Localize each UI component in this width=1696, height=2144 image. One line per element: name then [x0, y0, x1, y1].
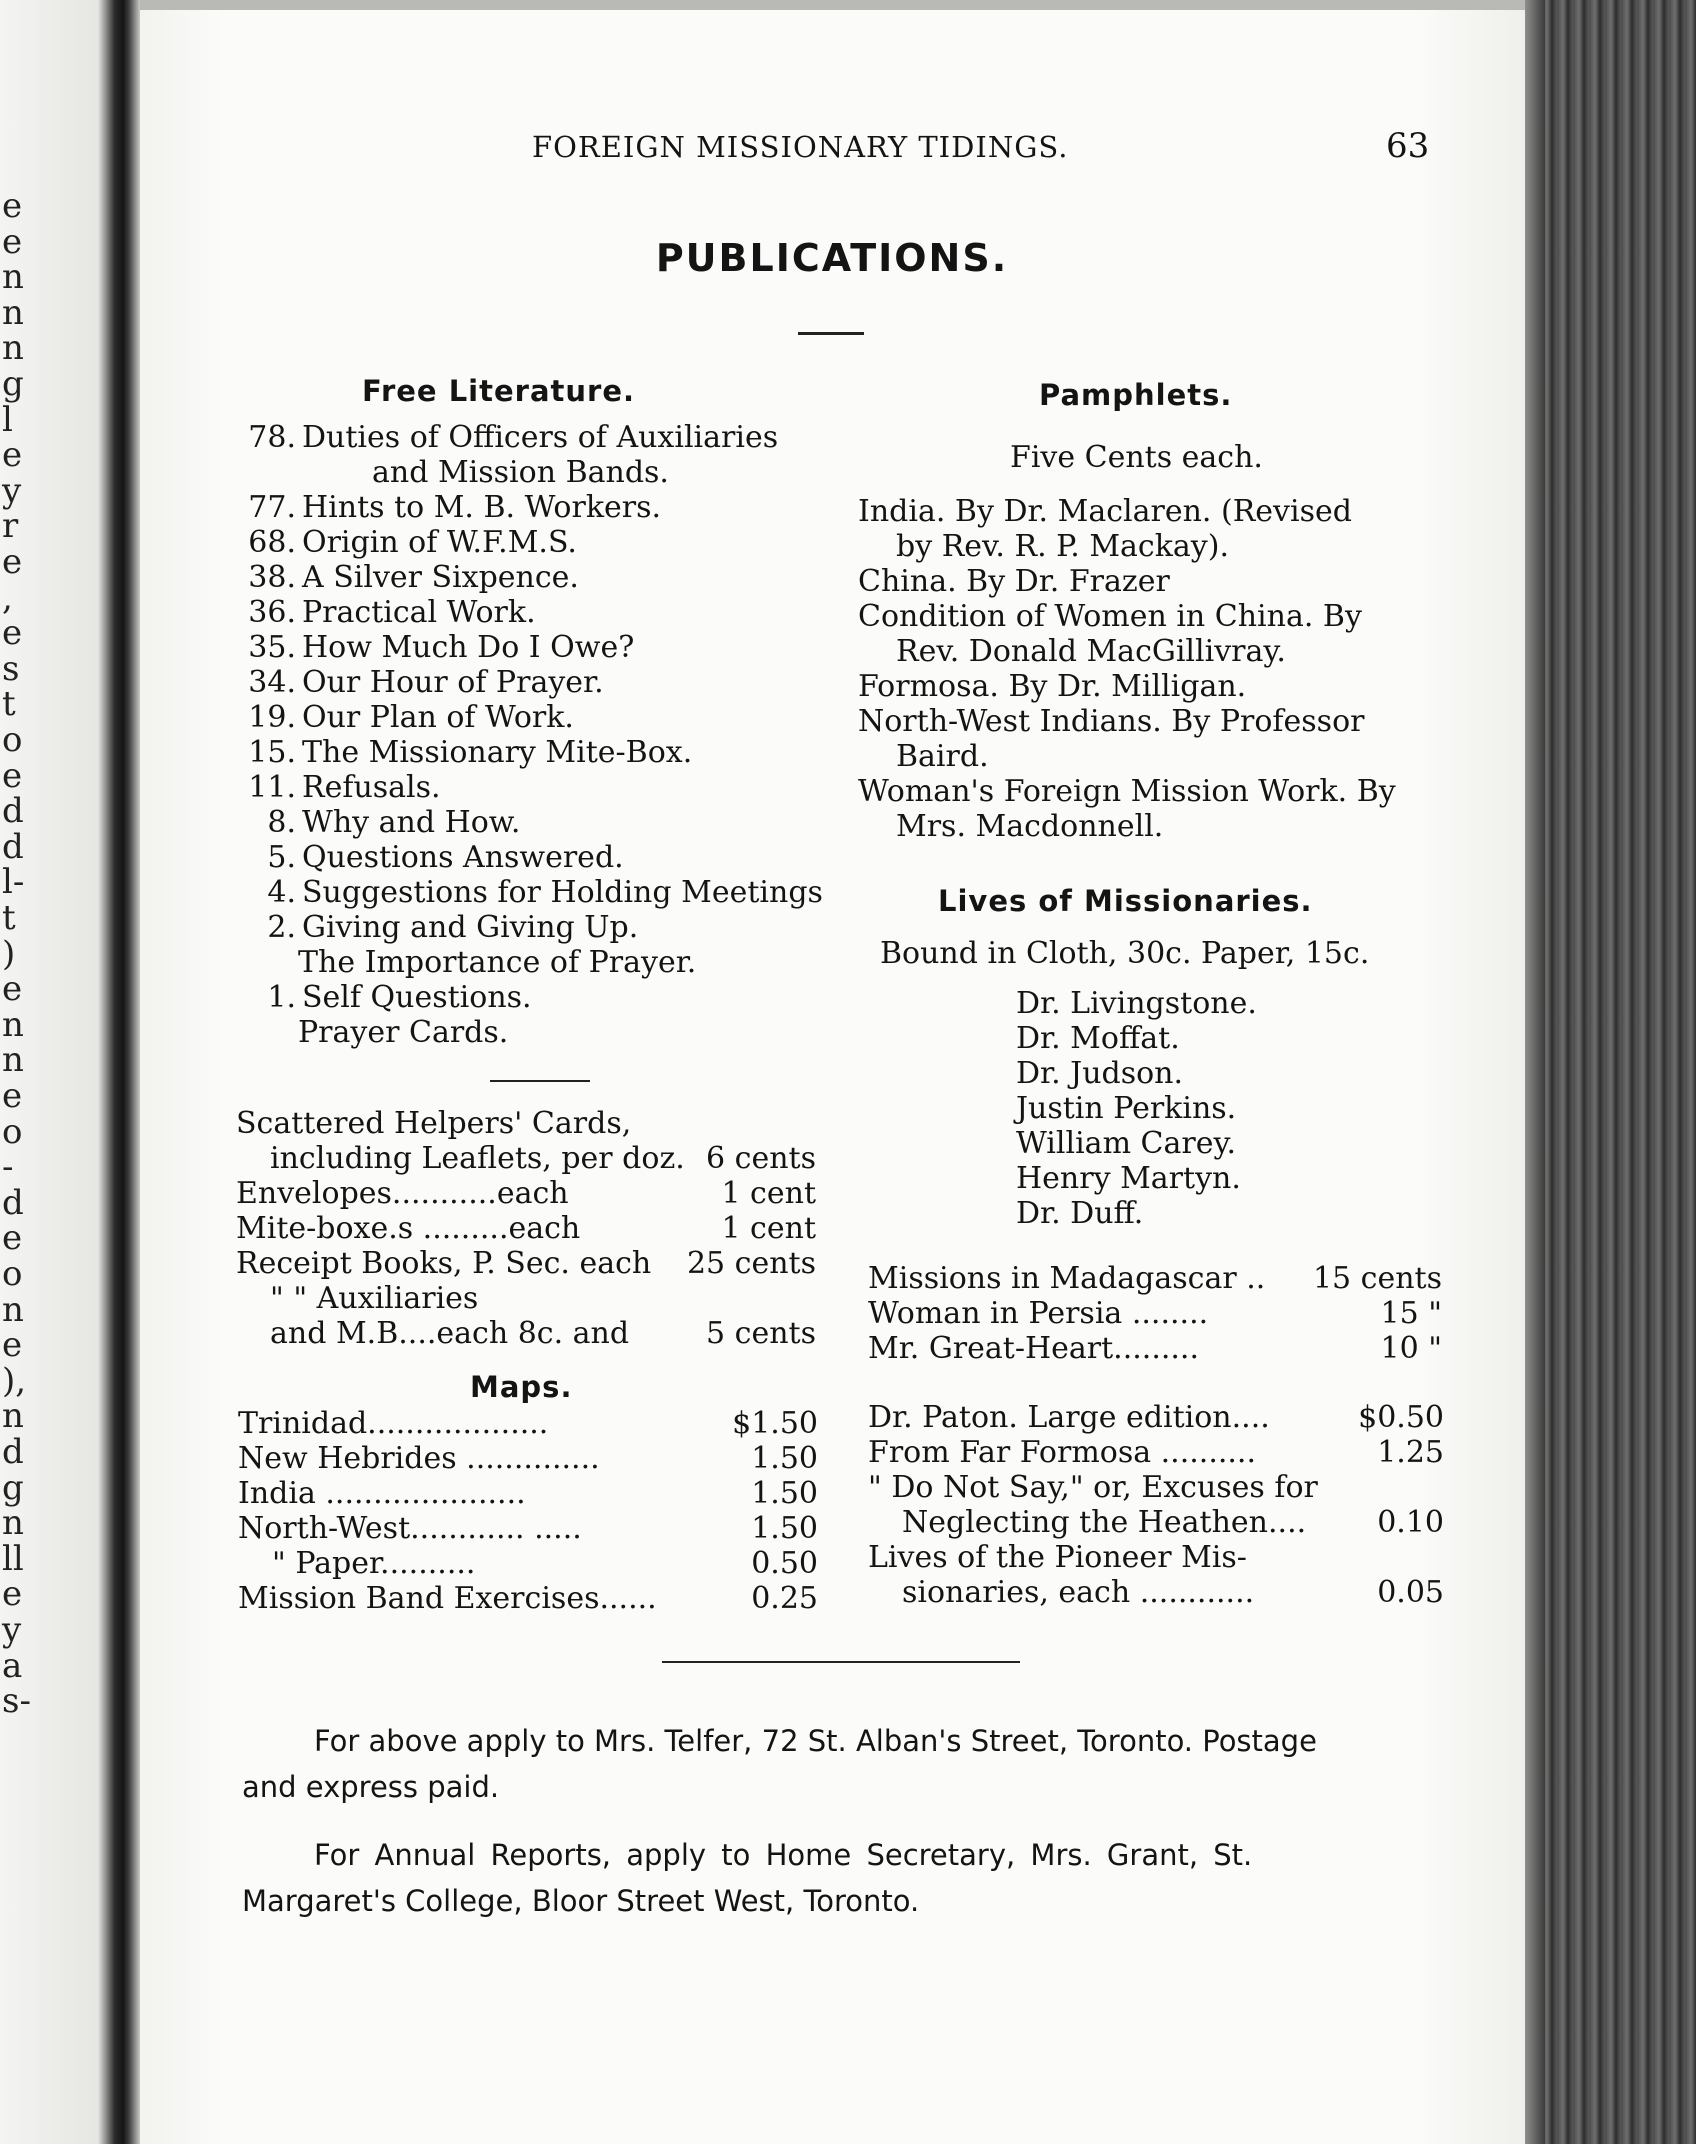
free-literature-item: [230, 945, 823, 980]
left-bleed-letter: d: [2, 1432, 24, 1472]
free-literature-item: [230, 910, 823, 945]
item-number: 36.: [248, 595, 296, 630]
cards-price-list: [236, 1106, 816, 1351]
price-label: Dr. Paton. Large edition....: [868, 1400, 1270, 1435]
left-bleed-letter: ,: [2, 577, 13, 618]
price-amount: 10 ": [1380, 1331, 1442, 1366]
page-title: PUBLICATIONS.: [655, 236, 1009, 280]
left-bleed-letter: ): [2, 933, 16, 974]
maps-row: [238, 1476, 818, 1511]
maps-row: [238, 1546, 818, 1581]
item-title: and Mission Bands.: [372, 455, 669, 490]
price-amount: 5 cents: [706, 1316, 816, 1351]
item-title: Duties of Officers of Auxiliaries: [302, 420, 779, 455]
right-book-edge: [1525, 0, 1696, 2144]
maps-row: [238, 1441, 818, 1476]
footer-rule: [662, 1661, 1020, 1663]
missions-row: [868, 1331, 1442, 1366]
left-bleed-letter: y: [2, 1610, 22, 1650]
item-number: 77.: [248, 490, 296, 525]
pamphlet-line: by Rev. R. P. Mackay).: [896, 529, 1229, 564]
pamphlet-line: India. By Dr. Maclaren. (Revised: [858, 494, 1352, 529]
price-amount: 1.25: [1377, 1435, 1444, 1470]
item-title: Questions Answered.: [302, 840, 624, 875]
pamphlet-line: China. By Dr. Frazer: [858, 564, 1170, 599]
price-label: New Hebrides ..............: [238, 1441, 600, 1476]
price-label: India .....................: [238, 1476, 526, 1511]
price-label: " " Auxiliaries: [270, 1281, 479, 1316]
item-title: How Much Do I Owe?: [302, 630, 635, 665]
item-number: 68.: [248, 525, 296, 560]
price-amount: $1.50: [732, 1406, 818, 1441]
pamphlets-heading: Pamphlets.: [1039, 378, 1233, 412]
cards-row: [236, 1176, 816, 1211]
item-title: Our Hour of Prayer.: [302, 665, 604, 700]
free-literature-item: [230, 665, 823, 700]
left-bleed-letter: e: [2, 755, 23, 796]
item-number: 8.: [267, 805, 296, 840]
left-bleed-letter: t: [2, 898, 16, 938]
price-label: Mr. Great-Heart.........: [868, 1331, 1199, 1366]
left-bleed-letter: n: [2, 1004, 24, 1045]
missionary-name: Dr. Livingstone.: [1016, 986, 1257, 1021]
free-literature-item: [230, 770, 823, 805]
item-number: 11.: [248, 770, 296, 805]
cards-row: [236, 1246, 816, 1281]
left-bleed-letter: e: [2, 1325, 23, 1366]
item-title: Suggestions for Holding Meetings: [302, 875, 823, 910]
item-number: 5.: [267, 840, 296, 875]
left-bleed-letter: l-: [2, 862, 25, 903]
left-bleed-letter: e: [2, 435, 23, 476]
pamphlet-line: Woman's Foreign Mission Work. By: [858, 774, 1396, 809]
price-label: North-West............ .....: [238, 1511, 582, 1546]
left-bleed-letter: e: [2, 613, 23, 654]
left-bleed-letter: g: [2, 364, 24, 404]
left-bleed-letter: n: [2, 1289, 24, 1330]
item-number: 2.: [267, 910, 296, 945]
left-bleed-letter: a: [2, 1645, 23, 1686]
free-literature-item: [230, 630, 823, 665]
item-number: 35.: [248, 630, 296, 665]
price-amount: $0.50: [1358, 1400, 1444, 1435]
cards-row: [236, 1106, 816, 1141]
maps-heading: Maps.: [470, 1370, 573, 1404]
item-number: 15.: [248, 735, 296, 770]
missions-row: [868, 1261, 1442, 1296]
item-number: 4.: [267, 875, 296, 910]
price-amount: 1 cent: [721, 1211, 816, 1246]
cards-row: [236, 1211, 816, 1246]
missionary-name: William Carey.: [1016, 1126, 1236, 1161]
item-number: 19.: [248, 700, 296, 735]
price-label: including Leaflets, per doz.: [270, 1141, 685, 1176]
left-bleed-letter: d: [2, 1182, 24, 1223]
left-bleed-letter: d: [2, 826, 24, 867]
price-label: Missions in Madagascar ..: [868, 1261, 1266, 1296]
maps-row: [238, 1581, 818, 1616]
books-row: [868, 1575, 1444, 1610]
left-bleed-letter: e: [2, 1076, 23, 1116]
missionary-name: Henry Martyn.: [1016, 1161, 1241, 1196]
missionary-name: Justin Perkins.: [1016, 1091, 1237, 1126]
item-number: 78.: [248, 420, 296, 455]
left-bleed-letter: r: [2, 506, 19, 547]
free-literature-item: [230, 490, 823, 525]
left-bleed-letter: s-: [2, 1681, 31, 1722]
price-amount: 0.05: [1377, 1575, 1444, 1610]
missionary-name: Dr. Judson.: [1016, 1056, 1184, 1091]
left-bleed-letter: o: [2, 1254, 23, 1294]
free-literature-item: [230, 560, 823, 595]
running-header: FOREIGN MISSIONARY TIDINGS.: [532, 130, 1069, 164]
books-row: [868, 1505, 1444, 1540]
price-amount: 1 cent: [721, 1176, 816, 1211]
left-bleed-letter: ll: [2, 1538, 24, 1579]
left-bleed-letter: n: [2, 1040, 24, 1081]
left-bleed-letter: n: [2, 292, 24, 333]
left-bleed-letter: t: [2, 684, 16, 725]
top-page-edge: [140, 0, 1525, 10]
maps-row: [238, 1406, 818, 1441]
missions-price-list: [868, 1261, 1442, 1366]
free-literature-heading: Free Literature.: [362, 374, 636, 408]
item-title: Origin of W.F.M.S.: [302, 525, 577, 560]
left-bleed-letter: s: [2, 648, 20, 689]
pamphlet-line: Baird.: [896, 739, 989, 774]
left-bleed-letter: e: [2, 186, 23, 226]
price-label: and M.B....each 8c. and: [270, 1316, 630, 1351]
maps-row: [238, 1511, 818, 1546]
left-bleed-letter: n: [2, 1503, 24, 1544]
price-amount: 0.25: [751, 1581, 818, 1616]
price-label: Envelopes...........each: [236, 1176, 569, 1211]
item-title: The Missionary Mite-Box.: [302, 735, 693, 770]
free-literature-item: [230, 455, 823, 490]
footer-line-2a: For Annual Reports, apply to Home Secretary, Mrs. Grant, St.: [314, 1838, 1253, 1872]
books-row: [868, 1470, 1444, 1505]
free-literature-item: [230, 875, 823, 910]
item-title: Self Questions.: [302, 980, 532, 1015]
price-label: sionaries, each ............: [902, 1575, 1255, 1610]
price-amount: 1.50: [751, 1511, 818, 1546]
item-title: Giving and Giving Up.: [302, 910, 639, 945]
free-literature-item: [230, 980, 823, 1015]
item-title: A Silver Sixpence.: [302, 560, 579, 595]
item-number: 34.: [248, 665, 296, 700]
free-literature-list: [230, 420, 823, 1050]
item-title: Refusals.: [302, 770, 441, 805]
item-number: 38.: [248, 560, 296, 595]
books-row: [868, 1540, 1444, 1575]
price-label: " Do Not Say," or, Excuses for: [868, 1470, 1318, 1505]
books-row: [868, 1400, 1444, 1435]
cards-row: [236, 1281, 816, 1316]
free-literature-item: [230, 525, 823, 560]
price-amount: 0.50: [751, 1546, 818, 1581]
left-bleed-letter: ),: [2, 1360, 27, 1401]
price-label: Receipt Books, P. Sec. each: [236, 1246, 652, 1281]
price-amount: 6 cents: [706, 1141, 816, 1176]
price-amount: 15 ": [1380, 1296, 1442, 1331]
item-title: The Importance of Prayer.: [298, 945, 697, 980]
pamphlet-line: Formosa. By Dr. Milligan.: [858, 669, 1247, 704]
pamphlet-line: North-West Indians. By Professor: [858, 704, 1365, 739]
item-title: Our Plan of Work.: [302, 700, 574, 735]
maps-price-list: [238, 1406, 818, 1616]
free-literature-rule: [490, 1080, 590, 1082]
item-title: Why and How.: [302, 805, 521, 840]
books-price-list: [868, 1400, 1444, 1610]
price-label: Scattered Helpers' Cards,: [236, 1106, 632, 1141]
item-title: Practical Work.: [302, 595, 536, 630]
left-bleed-letter: -: [2, 1147, 14, 1188]
left-bleed-letter: e: [2, 221, 23, 262]
left-bleed-letter: e: [2, 969, 23, 1010]
lives-heading: Lives of Missionaries.: [938, 884, 1313, 918]
lives-binding-prices: Bound in Cloth, 30c. Paper, 15c.: [880, 936, 1370, 971]
missions-row: [868, 1296, 1442, 1331]
left-page-bleed-text: [0, 0, 120, 2144]
footer-line-1a: For above apply to Mrs. Telfer, 72 St. Alban's Street, Toronto. Postage: [314, 1724, 1317, 1758]
left-bleed-letter: e: [2, 1574, 23, 1615]
price-label: Mite-boxe.s .........each: [236, 1211, 581, 1246]
left-bleed-letter: y: [2, 470, 22, 511]
left-bleed-letter: o: [2, 1111, 23, 1152]
price-label: Trinidad...................: [238, 1406, 549, 1441]
item-title: Hints to M. B. Workers.: [302, 490, 662, 525]
left-bleed-letter: n: [2, 257, 24, 298]
price-amount: 0.10: [1377, 1505, 1444, 1540]
left-bleed-letter: e: [2, 542, 23, 582]
left-bleed-letter: n: [2, 1396, 24, 1437]
free-literature-item: [230, 595, 823, 630]
left-bleed-letter: e: [2, 1218, 23, 1259]
price-label: Woman in Persia ........: [868, 1296, 1209, 1331]
missionary-name: Dr. Moffat.: [1016, 1021, 1180, 1056]
cards-row: [236, 1141, 816, 1176]
left-bleed-letter: d: [2, 791, 24, 832]
free-literature-item: [230, 805, 823, 840]
free-literature-item: [230, 735, 823, 770]
price-amount: 1.50: [751, 1476, 818, 1511]
footer-line-1b: and express paid.: [242, 1770, 500, 1804]
item-number: 1.: [267, 980, 296, 1015]
price-label: " Paper..........: [272, 1546, 476, 1581]
pamphlet-line: Rev. Donald MacGillivray.: [896, 634, 1286, 669]
price-label: Mission Band Exercises......: [238, 1581, 657, 1616]
price-amount: 1.50: [751, 1441, 818, 1476]
cards-row: [236, 1316, 816, 1351]
free-literature-item: [230, 840, 823, 875]
item-title: Prayer Cards.: [298, 1015, 509, 1050]
free-literature-item: [230, 420, 823, 455]
footer-line-2b: Margaret's College, Bloor Street West, Toronto.: [242, 1884, 920, 1918]
left-bleed-letter: l: [2, 399, 13, 440]
left-bleed-letter: n: [2, 328, 24, 369]
pamphlet-line: Mrs. Macdonnell.: [896, 809, 1164, 844]
page: [140, 0, 1525, 2144]
price-label: Lives of the Pioneer Mis-: [868, 1540, 1247, 1575]
pamphlets-subheading: Five Cents each.: [1010, 440, 1263, 475]
left-bleed-letter: o: [2, 720, 23, 760]
free-literature-item: [230, 700, 823, 735]
price-label: Neglecting the Heathen....: [902, 1505, 1307, 1540]
price-amount: 15 cents: [1312, 1261, 1442, 1296]
price-label: From Far Formosa ..........: [868, 1435, 1257, 1470]
missionary-name: Dr. Duff.: [1016, 1196, 1144, 1231]
title-rule: [798, 332, 864, 335]
pamphlet-line: Condition of Women in China. By: [858, 599, 1362, 634]
free-literature-item: [230, 1015, 823, 1050]
left-bleed-letter: g: [2, 1467, 24, 1508]
price-amount: 25 cents: [686, 1246, 816, 1281]
page-number: 63: [1386, 126, 1430, 166]
books-row: [868, 1435, 1444, 1470]
